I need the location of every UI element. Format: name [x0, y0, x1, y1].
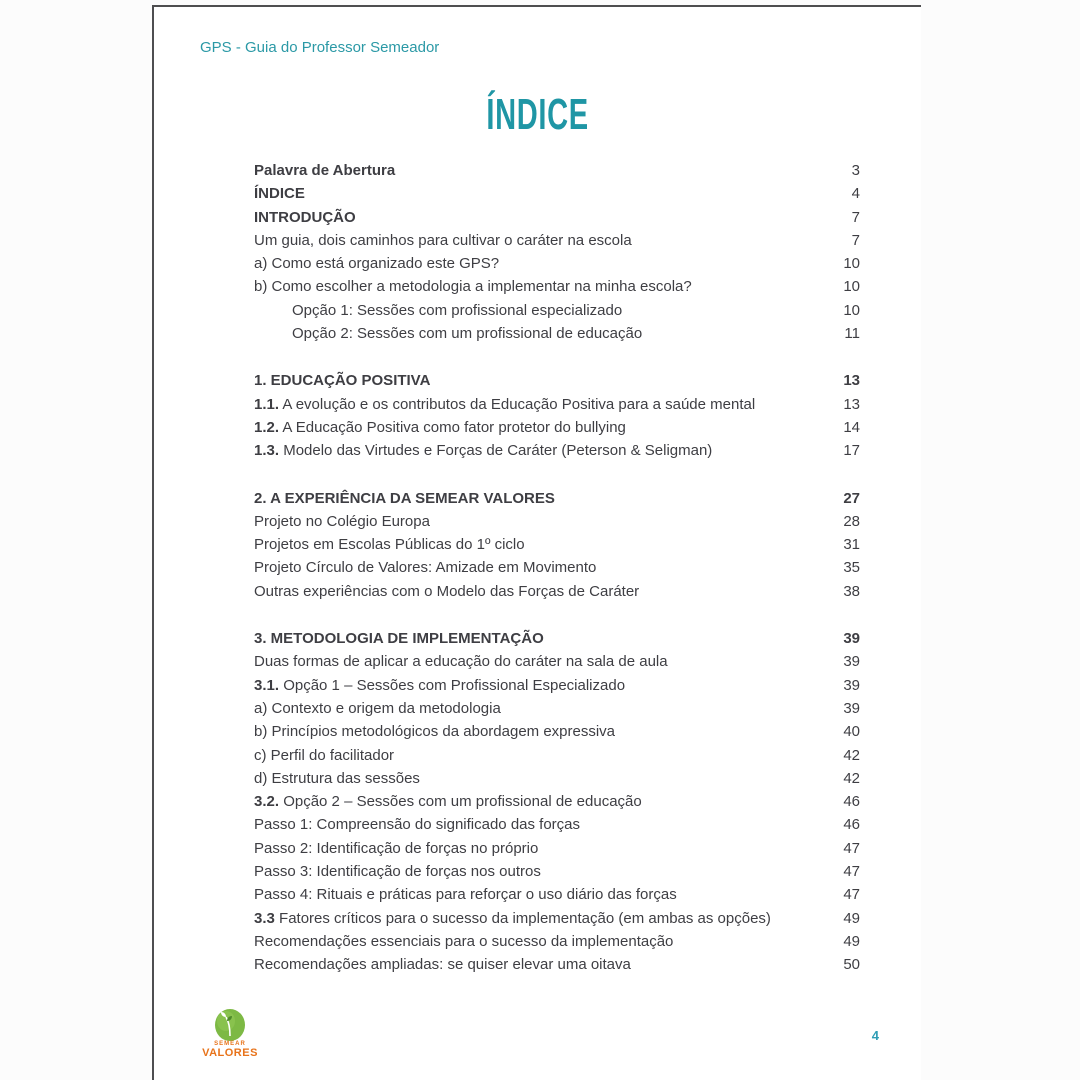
toc-entry-label: Opção 1: Sessões com profissional especializado — [292, 301, 623, 319]
toc-entry[interactable] — [254, 837, 860, 860]
toc-entry[interactable] — [254, 439, 860, 462]
toc-entry-page: 47 — [843, 839, 860, 857]
toc-entry-page: 39 — [843, 653, 860, 671]
toc-entry[interactable] — [254, 206, 860, 229]
toc-entry[interactable] — [254, 813, 860, 836]
toc-entry[interactable] — [254, 907, 860, 930]
toc-entry[interactable] — [254, 860, 860, 883]
toc-entry[interactable] — [254, 369, 860, 392]
toc-entry-page: 39 — [843, 699, 860, 717]
toc-entry[interactable] — [254, 930, 860, 953]
toc-entry-page: 49 — [843, 909, 860, 927]
toc-entry-page: 10 — [843, 255, 860, 273]
toc-group — [254, 627, 860, 976]
toc-entry-label: c) Perfil do facilitador — [254, 746, 395, 764]
toc-entry[interactable] — [254, 556, 860, 579]
toc-entry-page: 46 — [843, 793, 860, 811]
toc-entry-label: b) Como escolher a metodologia a implementar na minha escola? — [254, 278, 692, 296]
page-title-text: ÍNDICE — [486, 90, 589, 139]
toc-entry-page: 31 — [843, 536, 860, 554]
toc-entry[interactable] — [254, 416, 860, 439]
toc-entry[interactable] — [254, 674, 860, 697]
toc-entry-page: 39 — [843, 630, 860, 648]
logo — [198, 1008, 262, 1059]
toc-entry-label: Projeto Círculo de Valores: Amizade em Movimento — [254, 559, 597, 577]
toc-entry-label: ÍNDICE — [254, 185, 305, 203]
toc-entry[interactable] — [254, 767, 860, 790]
toc-entry[interactable] — [254, 580, 860, 603]
toc-entry-label: Passo 4: Rituais e práticas para reforçar o uso diário das forças — [254, 886, 677, 904]
toc-entry[interactable] — [254, 393, 860, 416]
toc-entry[interactable] — [254, 159, 860, 182]
toc-entry[interactable] — [254, 299, 860, 322]
toc-entry-label: Projeto no Colégio Europa — [254, 512, 430, 530]
toc-entry-label: 1.1. A evolução e os contributos da Educação Positiva para a saúde mental — [254, 395, 756, 413]
toc-entry[interactable] — [254, 953, 860, 976]
toc-entry[interactable] — [254, 790, 860, 813]
toc-entry-label: Palavra de Abertura — [254, 162, 396, 179]
toc-entry-page: 42 — [843, 769, 860, 787]
toc-entry-page: 46 — [843, 816, 860, 834]
toc-entry-label: a) Como está organizado este GPS? — [254, 255, 500, 273]
toc-entry-page: 4 — [851, 185, 860, 203]
toc-entry[interactable] — [254, 533, 860, 556]
toc-entry-page: 10 — [843, 301, 860, 319]
toc-entry[interactable] — [254, 487, 860, 510]
toc-group — [254, 159, 860, 345]
toc-entry-page: 17 — [843, 442, 860, 460]
toc-entry-label: a) Contexto e origem da metodologia — [254, 699, 501, 717]
toc-entry[interactable] — [254, 650, 860, 673]
toc-entry-page: 28 — [843, 512, 860, 530]
toc-entry-page: 49 — [843, 932, 860, 950]
toc-entry-label: Recomendações essenciais para o sucesso da implementação — [254, 932, 674, 950]
running-header: GPS - Guia do Professor Semeador — [200, 39, 440, 56]
toc-group — [254, 369, 860, 462]
toc-entry-page: 42 — [843, 746, 860, 764]
toc-entry-label: Duas formas de aplicar a educação do caráter na sala de aula — [254, 653, 668, 671]
toc-entry[interactable] — [254, 744, 860, 767]
seedling-logo-icon — [213, 1008, 247, 1044]
toc-entry-page: 38 — [843, 582, 860, 600]
toc-entry-label: d) Estrutura das sessões — [254, 769, 420, 787]
toc-entry-page: 39 — [843, 676, 860, 694]
toc-entry-page: 7 — [851, 231, 860, 249]
toc-entry-label: Projetos em Escolas Públicas do 1º ciclo — [254, 536, 525, 554]
toc-entry-label: Um guia, dois caminhos para cultivar o caráter na escola — [254, 231, 632, 249]
toc-entry[interactable] — [254, 627, 860, 650]
toc-entry-label: b) Princípios metodológicos da abordagem expressiva — [254, 723, 616, 741]
toc-entry-label: 2. A EXPERIÊNCIA DA SEMEAR VALORES — [254, 489, 555, 507]
toc-entry-label: 1.3. Modelo das Virtudes e Forças de Caráter (Peterson & Seligman) — [254, 442, 713, 460]
toc-entry-page: 35 — [843, 559, 860, 577]
toc-entry-page: 47 — [843, 863, 860, 881]
toc-entry-page: 40 — [843, 723, 860, 741]
toc-entry[interactable] — [254, 697, 860, 720]
toc-entry-label: 3.3 Fatores críticos para o sucesso da implementação (em ambas as opções) — [254, 909, 771, 927]
document-page — [152, 5, 921, 1080]
toc-entry[interactable] — [254, 252, 860, 275]
toc-entry-page: 47 — [843, 886, 860, 904]
toc-entry-page: 13 — [843, 395, 860, 413]
toc-entry-page: 27 — [843, 489, 860, 507]
toc-entry-label: Passo 2: Identificação de forças no próprio — [254, 839, 539, 857]
toc-entry[interactable] — [254, 883, 860, 906]
toc-entry-label: 3. METODOLOGIA DE IMPLEMENTAÇÃO — [254, 630, 544, 648]
table-of-contents — [254, 159, 860, 977]
toc-entry[interactable] — [254, 322, 860, 345]
toc-entry-label: 1.2. A Educação Positiva como fator protetor do bullying — [254, 418, 626, 436]
page-title — [154, 90, 921, 139]
toc-entry[interactable] — [254, 720, 860, 743]
toc-group — [254, 487, 860, 603]
toc-entry[interactable] — [254, 229, 860, 252]
toc-entry-label: 3.1. Opção 1 – Sessões com Profissional Especializado — [254, 676, 626, 694]
toc-entry-page: 10 — [843, 278, 860, 296]
toc-entry[interactable] — [254, 182, 860, 205]
toc-entry-label: Passo 1: Compreensão do significado das forças — [254, 816, 581, 834]
logo-text-valores: VALORES — [202, 1047, 258, 1059]
toc-entry-label: 1. EDUCAÇÃO POSITIVA — [254, 372, 431, 390]
toc-entry-label: Opção 2: Sessões com um profissional de educação — [292, 325, 643, 343]
toc-entry-label: 3.2. Opção 2 – Sessões com um profissional de educação — [254, 793, 642, 811]
toc-entry[interactable] — [254, 275, 860, 298]
toc-entry-page: 3 — [851, 162, 860, 179]
toc-entry-page: 13 — [843, 372, 860, 390]
page-number: 4 — [871, 1028, 879, 1043]
toc-entry-label: Passo 3: Identificação de forças nos outros — [254, 863, 541, 881]
toc-entry-page: 11 — [844, 325, 860, 343]
toc-entry-page: 50 — [843, 956, 860, 974]
toc-entry-page: 7 — [851, 208, 860, 226]
toc-entry-label: Outras experiências com o Modelo das Forças de Caráter — [254, 582, 640, 600]
toc-entry-label: Recomendações ampliadas: se quiser elevar uma oitava — [254, 956, 631, 974]
toc-entry[interactable] — [254, 510, 860, 533]
toc-entry-page: 14 — [843, 418, 860, 436]
toc-entry-label: INTRODUÇÃO — [254, 208, 356, 226]
logo-text-semear: SEMEAR — [214, 1041, 246, 1047]
